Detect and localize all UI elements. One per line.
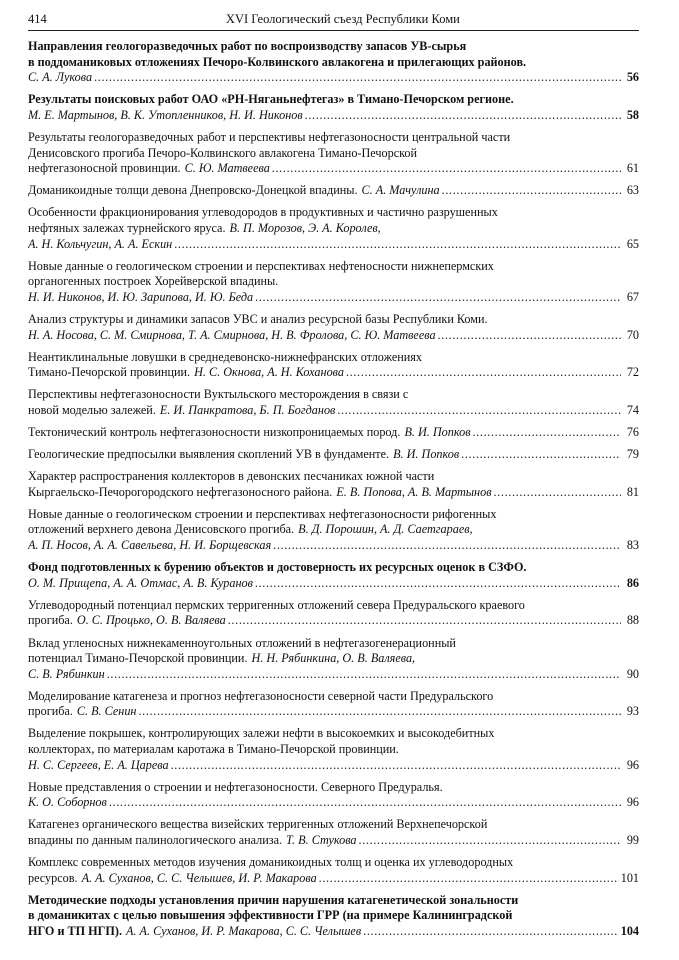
entry-authors: Н. С. Сергеев, Е. А. Царева [28, 757, 169, 772]
toc-entry-line [28, 39, 639, 55]
toc-entry-line [28, 908, 639, 924]
entry-page-number: 86 [626, 575, 639, 590]
entry-authors: С. В. Сенин [76, 704, 137, 719]
dot-leader [109, 795, 621, 811]
toc-entry-line [28, 237, 639, 253]
entry-title-text: Тимано-Печорской провинции. [28, 365, 191, 380]
dot-leader [472, 425, 621, 441]
toc-entry-line [28, 469, 639, 485]
toc-entry [28, 598, 639, 629]
dot-leader [171, 758, 621, 774]
toc-entry-line [28, 795, 639, 811]
entry-title-text: Тектонический контроль нефтегазоносности низкопроницаемых пород. [28, 424, 401, 439]
toc-entry [28, 130, 639, 177]
dot-leader [346, 365, 621, 381]
toc-entry-line [28, 742, 639, 758]
entry-authors: Н. А. Носова, С. М. Смирнова, Т. А. Смирнова, Н. В. Фролова, С. Ю. Матвеева [28, 327, 436, 342]
entry-authors: А. П. Носов, А. А. Савельева, Н. И. Борщевская [28, 538, 272, 553]
entry-title-text: Фонд подготовленных к бурению объектов и достоверность их ресурсных оценок в СЗФО. [28, 560, 527, 575]
toc-entry [28, 39, 639, 86]
entry-authors: Н. С. Окнова, А. Н. Коханова [194, 365, 344, 380]
entry-page-number: 79 [626, 447, 639, 462]
entry-title-text: прогиба. [28, 704, 73, 719]
entry-title-text: Углеводородный потенциал пермских терригенных отложений севера Предуральского краевого [28, 597, 525, 612]
toc-entry [28, 689, 639, 720]
entry-title-text: ресурсов. [28, 870, 78, 885]
entry-authors: М. Е. Мартынов, В. К. Утопленников, Н. И. Никонов [28, 107, 303, 122]
toc-entry-line [28, 871, 639, 887]
toc-entry-line [28, 667, 639, 683]
entry-page-number: 61 [626, 161, 639, 176]
entry-title-text: отложений верхнего девона Денисовского прогиба. [28, 522, 295, 537]
toc-entry-line [28, 651, 639, 667]
toc-entry-line [28, 328, 639, 344]
dot-leader [442, 183, 621, 199]
entry-title-text: потенциал Тимано-Печорской провинции. [28, 651, 248, 666]
entry-authors: Т. В. Стукова [286, 833, 357, 848]
toc-entry-line [28, 817, 639, 833]
toc-entry [28, 855, 639, 886]
dot-leader [493, 485, 621, 501]
entry-title-text: Новые данные о геологическом строении и перспективах нефтеносности нижнепермских [28, 258, 494, 273]
entry-page-number: 56 [626, 70, 639, 85]
entry-authors: А. А. Суханов, С. С. Челышев, И. Р. Макарова [81, 870, 317, 885]
entry-title-text: Кыргаельско-Печорогородского нефтегазоносного района. [28, 484, 333, 499]
entry-authors: Н. И. Никонов, И. Ю. Зарипова, И. Ю. Беда [28, 289, 254, 304]
entry-page-number: 63 [626, 183, 639, 198]
dot-leader [319, 871, 619, 887]
entry-title-text: нефтяных залежах турнейского яруса. [28, 220, 226, 235]
entry-title-text: впадины по данным палинологического анализа. [28, 833, 283, 848]
dot-leader [107, 667, 621, 683]
dot-leader [359, 833, 621, 849]
entry-page-number: 76 [626, 424, 639, 439]
toc-entry [28, 447, 639, 463]
toc-entry [28, 560, 639, 591]
entry-authors: С. Ю. Матвеева [184, 161, 270, 176]
entry-authors: О. М. Прищепа, А. А. Отмас, А. В. Куранов [28, 575, 253, 590]
toc-entry-line [28, 161, 639, 177]
entry-title-text: Перспективы нефтегазоносности Вуктыльского месторождения в связи с [28, 387, 409, 402]
toc-entry [28, 205, 639, 252]
entry-title-text: Вклад угленосных нижнекаменноугольных отложений в нефтегазогенерационный [28, 635, 456, 650]
entry-page-number: 104 [620, 924, 639, 938]
entry-title-text: Результаты поисковых работ ОАО «РН-Няганьнефтегаз» в Тимано-Печорском регионе. [28, 92, 514, 107]
toc-entry-line [28, 221, 639, 237]
dot-leader [94, 70, 621, 86]
entry-title-text: нефтегазоносной провинции. [28, 161, 181, 176]
toc-entry-line [28, 485, 639, 501]
toc-entry-line [28, 704, 639, 720]
toc-entry-line [28, 613, 639, 629]
toc-entry-line [28, 636, 639, 652]
toc-entry [28, 350, 639, 381]
toc-entry-line [28, 183, 639, 199]
entry-authors: С. А. Лукова [28, 70, 93, 85]
toc-entry-line [28, 689, 639, 705]
entry-page-number: 99 [626, 833, 639, 848]
entry-title-text: Результаты геологоразведочных работ и перспективы нефтегазоносности центральной части [28, 129, 511, 144]
entry-page-number: 81 [626, 484, 639, 499]
toc-entry [28, 893, 639, 940]
entry-page-number: 65 [626, 236, 639, 251]
entry-page-number: 67 [626, 289, 639, 304]
toc-entry [28, 92, 639, 123]
toc-entry-line [28, 758, 639, 774]
toc-entry-line [28, 205, 639, 221]
entry-page-number: 96 [626, 795, 639, 810]
dot-leader [272, 161, 621, 177]
dot-leader [138, 704, 621, 720]
entry-authors: В. Д. Порошин, А. Д. Саетгараев, [298, 522, 473, 537]
toc-entry-line [28, 403, 639, 419]
entry-title-text: Анализ структуры и динамики запасов УВС и анализ ресурсной базы Республики Коми. [28, 311, 488, 326]
entry-title-text: Комплекс современных методов изучения доманикоидных толщ и оценка их углеводородных [28, 855, 514, 870]
toc-entry-line [28, 576, 639, 592]
toc-entry-line [28, 146, 639, 162]
entry-title-text: Моделирование катагенеза и прогноз нефтегазоносности северной части Предуральского [28, 688, 494, 703]
table-of-contents [28, 39, 639, 940]
entry-authors: А. Н. Кольчугин, А. А. Ескин [28, 236, 173, 251]
toc-entry-line [28, 55, 639, 71]
toc-entry-line [28, 924, 639, 940]
toc-entry [28, 817, 639, 848]
entry-title-text: Катагенез органического вещества визейских терригенных отложений Верхнепечорской [28, 817, 488, 832]
toc-entry-line [28, 425, 639, 441]
dot-leader [255, 576, 621, 592]
entry-title-text: Доманикоидные толщи девона Днепровско-Донецкой впадины. [28, 183, 358, 198]
toc-entry-line [28, 274, 639, 290]
toc-entry [28, 425, 639, 441]
dot-leader [363, 924, 619, 940]
toc-entry-line [28, 598, 639, 614]
entry-authors: О. С. Процько, О. В. Валяева [76, 613, 226, 628]
toc-entry-line [28, 522, 639, 538]
toc-entry-line [28, 92, 639, 108]
toc-entry [28, 183, 639, 199]
entry-authors: Н. Н. Рябинкина, О. В. Валяева, [251, 651, 416, 666]
entry-title-text: коллекторах, по материалам каротажа в Тимано-Печорской провинции. [28, 742, 399, 757]
entry-title-text: Выделение покрышек, контролирующих залежи нефти в высокоемких и высокодебитных [28, 726, 495, 741]
entry-title-text: Особенности фракционирования углеводородов в продуктивных и частично разрушенных [28, 205, 498, 220]
entry-title-text: в поддоманиковых отложениях Печоро-Колвинского авлакогена и прилегающих районов. [28, 54, 527, 69]
entry-page-number: 70 [626, 327, 639, 342]
entry-title-text: Новые данные о геологическом строении и перспективах нефтегазоносности рифогенных [28, 506, 497, 521]
entry-authors: К. О. Соборнов [28, 795, 107, 810]
toc-entry-line [28, 259, 639, 275]
entry-authors: Е. И. Панкратова, Б. П. Богданов [159, 402, 336, 417]
dot-leader [228, 613, 621, 629]
entry-page-number: 96 [626, 757, 639, 772]
toc-entry-line [28, 447, 639, 463]
toc-entry-line [28, 350, 639, 366]
toc-entry-line [28, 108, 639, 124]
dot-leader [174, 237, 621, 253]
toc-entry [28, 469, 639, 500]
toc-entry [28, 636, 639, 683]
toc-entry-line [28, 855, 639, 871]
running-title: XVI Геологический съезд Республики Коми [225, 12, 460, 26]
toc-entry-line [28, 780, 639, 796]
entry-title-text: Методические подходы установления причин нарушения катагенетической зональности [28, 892, 519, 907]
toc-entry-line [28, 70, 639, 86]
entry-authors: С. А. Мачулина [361, 183, 440, 198]
page-number: 414 [28, 12, 47, 26]
dot-leader [255, 290, 621, 306]
entry-title-text: Характер распространения коллекторов в девонских песчаниках южной части [28, 469, 435, 484]
entry-title-text: НГО и ТП НГП). [28, 924, 123, 938]
entry-page-number: 58 [626, 107, 639, 122]
toc-entry [28, 387, 639, 418]
dot-leader [305, 108, 621, 124]
toc-entry-line [28, 893, 639, 909]
entry-title-text: Новые представления о строении и нефтегазоносности. Северного Предуралья. [28, 779, 443, 794]
entry-title-text: Неантиклинальные ловушки в среднедевонско-нижнефранских отложениях [28, 349, 422, 364]
toc-entry [28, 507, 639, 554]
toc-entry-line [28, 538, 639, 554]
entry-page-number: 88 [626, 613, 639, 628]
entry-page-number: 72 [626, 365, 639, 380]
toc-entry [28, 726, 639, 773]
entry-title-text: в доманикитах с целью повышения эффективности ГРР (на примере Калининградской [28, 908, 513, 923]
entry-title-text: прогиба. [28, 613, 73, 628]
entry-title-text: Направления геологоразведочных работ по воспроизводству запасов УВ-сырья [28, 39, 467, 53]
dot-leader [461, 447, 621, 463]
toc-entry-line [28, 130, 639, 146]
toc-entry-line [28, 507, 639, 523]
entry-title-text: органогенных построек Хорейверской впадины. [28, 274, 279, 289]
toc-entry-line [28, 365, 639, 381]
entry-page-number: 101 [620, 870, 639, 885]
toc-entry-line [28, 290, 639, 306]
toc-entry-line [28, 312, 639, 328]
entry-authors: В. И. Попков [393, 447, 460, 462]
dot-leader [337, 403, 621, 419]
entry-page-number: 93 [626, 704, 639, 719]
toc-entry [28, 312, 639, 343]
dot-leader [273, 538, 621, 554]
entry-authors: Е. В. Попова, А. В. Мартынов [336, 484, 492, 499]
toc-entry-line [28, 833, 639, 849]
entry-page-number: 74 [626, 402, 639, 417]
entry-title-text: новой моделью залежей. [28, 402, 156, 417]
entry-authors: С. В. Рябинкин [28, 666, 105, 681]
entry-title-text: Денисовского прогиба Печоро-Колвинского авлакогена Тимано-Печорской [28, 145, 418, 160]
entry-page-number: 90 [626, 666, 639, 681]
entry-authors: В. И. Попков [404, 424, 471, 439]
page-header [28, 12, 639, 31]
dot-leader [438, 328, 621, 344]
entry-title-text: Геологические предпосылки выявления скоплений УВ в фундаменте. [28, 447, 390, 462]
toc-entry [28, 259, 639, 306]
toc-entry-line [28, 387, 639, 403]
toc-entry [28, 780, 639, 811]
toc-entry-line [28, 560, 639, 576]
entry-page-number: 83 [626, 538, 639, 553]
toc-entry-line [28, 726, 639, 742]
entry-authors: В. П. Морозов, Э. А. Королев, [229, 220, 381, 235]
entry-authors: А. А. Суханов, И. Р. Макарова, С. С. Челышев [126, 924, 362, 938]
